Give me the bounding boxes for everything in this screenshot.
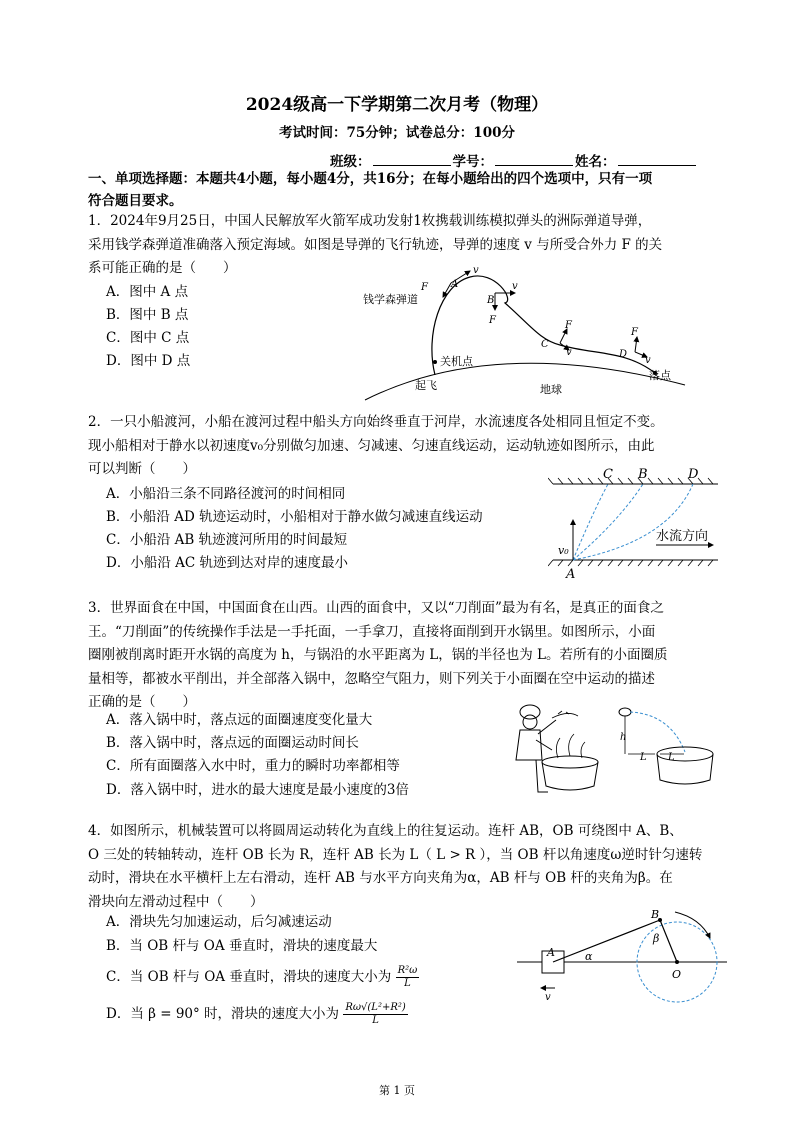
fraction-numerator: R²ω (397, 965, 418, 976)
section-heading-line1: 一、单项选择题：本题共4小题，每小题4分，共16分；在每小题给出的四个选项中，只有一项 (88, 171, 653, 187)
q4-line: 滑块向左滑动过程中（ ） (88, 893, 264, 910)
page-number: 第 1 页 (379, 1084, 415, 1097)
q2-option-c[interactable]: C．小船沿 AB 轨迹渡河所用的时间最短 (106, 532, 348, 548)
q3-option-c[interactable]: C．所有面圈落入水中时，重力的瞬时功率都相等 (106, 758, 400, 774)
fraction-denominator: L (404, 978, 411, 989)
q4-option-d-text: D．当 β = 90° 时，滑块的速度大小为 (106, 1006, 340, 1022)
question-3-stem (88, 597, 716, 715)
point-o-label: O (672, 968, 682, 981)
q4-line: 动时，滑块在水平横杆上左右滑动，连杆 AB 与水平方向夹角为α，AB 杆与 OB 杆的夹角为β。在 (88, 870, 673, 886)
q1-trajectory-figure (355, 255, 695, 405)
q1-line: 1．2024年9月25日，中国人民解放军火箭军成功发射1枚携载训练模拟弹头的洲际弹道导弹， (88, 213, 652, 229)
q3-option-a[interactable]: A．落入锅中时，落点远的面圈速度变化量大 (106, 712, 373, 728)
q3-line: 3．世界面食在中国，中国面食在山西。山西的面食中，又以“刀削面”最为有名，是真正的面食之 (88, 600, 664, 616)
point-a-label: A (451, 279, 459, 290)
q3-line: 圈刚被削离时距开水锅的高度为 h，与锅沿的水平距离为 L，锅的半径也为 L。若所有的小面圈质 (88, 647, 668, 663)
l1-label: L (640, 752, 647, 763)
point-a-label: A (547, 946, 555, 959)
velocity-label: v (645, 355, 651, 366)
qxs-label: 钱学森弹道 (363, 293, 418, 306)
q3-line: 正确的是（ ） (88, 694, 196, 710)
point-c-label: C (541, 339, 549, 350)
q2-line: 可以判断（ ） (88, 461, 196, 477)
q4-option-d[interactable] (106, 1002, 408, 1027)
q2-line: 现小船相对于静水以初速度v₀分别做匀加速、匀减速、匀速直线运动，运动轨迹如图所示，由此 (88, 437, 655, 454)
point-b-label: B (638, 467, 648, 482)
force-label: F (565, 320, 572, 331)
name-blank[interactable] (618, 153, 696, 166)
q4-line: O 三处的转轴转动，连杆 OB 长为 R，连杆 AB 长为 L（ L > R ），当 OB 杆以角速度ω逆时针匀速转 (88, 846, 703, 863)
velocity-label: v (512, 281, 518, 292)
noodle-path (630, 712, 685, 752)
q3-line: 王。“刀削面”的传统操作手法是一手托面，一手拿刀，直接将面削到开水锅里。如图所示，小面 (88, 623, 656, 640)
alpha-label: α (585, 950, 593, 963)
point-b-label: B (651, 908, 660, 921)
rod-ab (553, 920, 660, 962)
q4-line: 4．如图所示，机械装置可以将圆周运动转化为直线上的往复运动。连杆 AB，OB 可绕图中 A、B、 (88, 823, 683, 839)
id-label: 学号： (452, 154, 493, 170)
shutdown-point (433, 360, 437, 364)
q4-option-c-fraction (396, 965, 420, 990)
force-label: F (421, 282, 428, 293)
flow-label: 水流方向 (656, 529, 709, 544)
q1-option-c[interactable]: C．图中 C 点 (106, 330, 190, 346)
velocity-label: v (473, 265, 479, 276)
name-label: 姓名： (575, 154, 616, 170)
h-label: h (620, 732, 627, 743)
beta-label: β (653, 932, 660, 945)
path-ab (573, 484, 643, 560)
q4-linkage-figure (515, 900, 730, 1005)
q1-line: 系可能正确的是（ ） (88, 260, 237, 276)
page-title: 2024级高一下学期第二次月考（物理） (245, 95, 549, 115)
q2-line: 2．一只小船渡河，小船在渡河过程中船头方向始终垂直于河岸，水流速度各处相同且恒定不变。 (88, 414, 664, 430)
q2-option-b[interactable]: B．小船沿 AD 轨迹运动时，小船相对于静水做匀减速直线运动 (106, 509, 483, 525)
q3-chef-illustration (508, 700, 616, 798)
launch-label: 起飞 (415, 379, 437, 392)
section-heading (88, 168, 718, 212)
q2-river-figure (548, 462, 726, 582)
q1-option-d[interactable]: D．图中 D 点 (106, 353, 191, 369)
q3-pot-figure (610, 702, 725, 788)
landing-label: 落点 (649, 369, 671, 382)
earth-label: 地球 (540, 383, 562, 396)
v0-label: v₀ (558, 544, 569, 557)
q4-option-a[interactable]: A．滑块先匀加速运动，后匀减速运动 (106, 914, 332, 930)
q3-option-b[interactable]: B．落入锅中时，落点远的面圈运动时间长 (106, 735, 359, 751)
velocity-label: v (566, 347, 572, 358)
point-b-label: B (487, 295, 495, 306)
rod-ob (660, 920, 677, 962)
student-info-line (330, 150, 698, 170)
v-label: v (545, 992, 551, 1003)
point-c-label: C (603, 467, 613, 482)
path-ad (573, 484, 693, 560)
point-d-label: D (688, 467, 699, 482)
force-label: F (489, 315, 496, 326)
shutdown-label: 关机点 (440, 355, 473, 368)
q1-line: 采用钱学森弹道准确落入预定海域。如图是导弹的飞行轨迹，导弹的速度 v 与所受合外力 F 的关 (88, 236, 663, 253)
exam-info: 考试时间：75分钟；试卷总分：100分 (279, 125, 515, 141)
path-ac (573, 484, 608, 560)
point-d-label: D (619, 349, 628, 360)
q4-option-b[interactable]: B．当 OB 杆与 OA 垂直时，滑块的速度最大 (106, 938, 378, 954)
fraction-numerator: Rω√(L²+R²) (345, 1002, 406, 1013)
section-heading-line2: 符合题目要求。 (88, 193, 183, 209)
fraction-denominator: L (372, 1015, 379, 1026)
l2-label: L (668, 752, 675, 763)
earth-surface (365, 363, 685, 400)
q4-option-c[interactable] (106, 965, 419, 990)
class-blank[interactable] (373, 153, 451, 166)
force-label: F (631, 327, 638, 338)
class-label: 班级： (330, 154, 371, 170)
q2-option-a[interactable]: A．小船沿三条不同路径渡河的时间相同 (106, 486, 346, 502)
rotation-arrow (675, 912, 710, 938)
q3-option-d[interactable]: D．落入锅中时，进水的最大速度是最小速度的3倍 (106, 782, 409, 798)
q1-option-a[interactable]: A．图中 A 点 (106, 284, 189, 300)
id-blank[interactable] (495, 153, 573, 166)
q4-option-c-text: C．当 OB 杆与 OA 垂直时，滑块的速度大小为 (106, 969, 392, 985)
point-a-label: A (566, 567, 576, 582)
q4-option-d-fraction (343, 1002, 407, 1027)
q1-option-b[interactable]: B．图中 B 点 (106, 307, 189, 323)
q3-line: 量相等，都被水平削出，并全部落入锅中，忽略空气阻力，则下列关于小面圈在空中运动的描述 (88, 670, 655, 687)
q2-option-d[interactable]: D．小船沿 AC 轨迹到达对岸的速度最小 (106, 555, 348, 571)
